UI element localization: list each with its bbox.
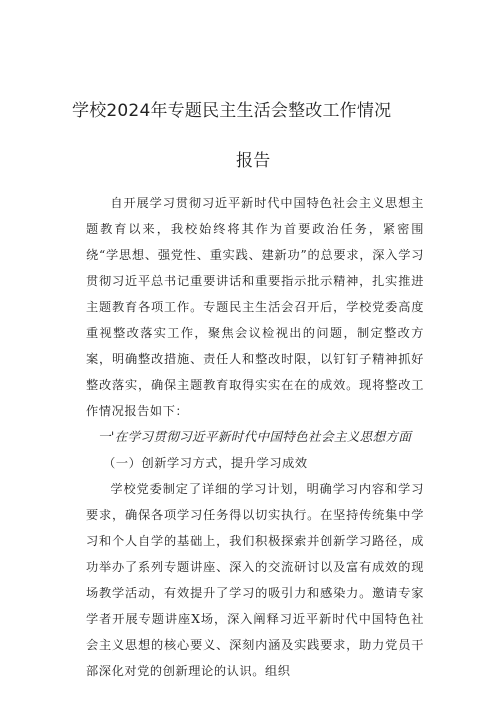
document-title-line-2: 报告 [236,151,271,171]
section-heading: 一'在学习贯彻习近平新时代中国特色社会主义思想方面 [98,429,412,444]
section-paragraph: 学校党委制定了详细的学习计划，明确学习内容和学习要求，确保各项学习任务得以切实执行。在坚持传统集中学习和个人自学的基础上，我们积极探索并创新学习路径，成功举办了系列专题讲座、深入的交流研讨以及富有成效的现场教学活动，有效提升了学习的吸引力和感染力。邀请专家学者开展专题讲座X场，深入阐释习近平新时代中国特色社会主义思想的核心要义、深刻内涵及实践要求，助力党员干部深化对党的创新理论的认识。组织 [86,482,424,678]
document-title-line-1: 学校2024年专题民主生活会整改工作情况 [72,101,392,121]
document-body [86,190,424,684]
subsection-heading: （一）创新学习方式，提升学习成效 [103,456,308,470]
intro-paragraph: 自开展学习贯彻习近平新时代中国特色社会主义思想主题教育以来，我校始终将其作为首要政治任务，紧密围绕“学思想、强党性、重实践、建新功”的总要求，深入学习贯彻习近平总书记重要讲话和重要指示批示精神，扎实推进主题教育各项工作。专题民主生活会召开后，学校党委高度重视整改落实工作，聚焦会议检视出的问题，制定整改方案，明确整改措施、责任人和整改时限，以钉钉子精神抓好整改落实，确保主题教育取得实实在在的成效。现将整改工作情况报告如下： [86,196,424,418]
